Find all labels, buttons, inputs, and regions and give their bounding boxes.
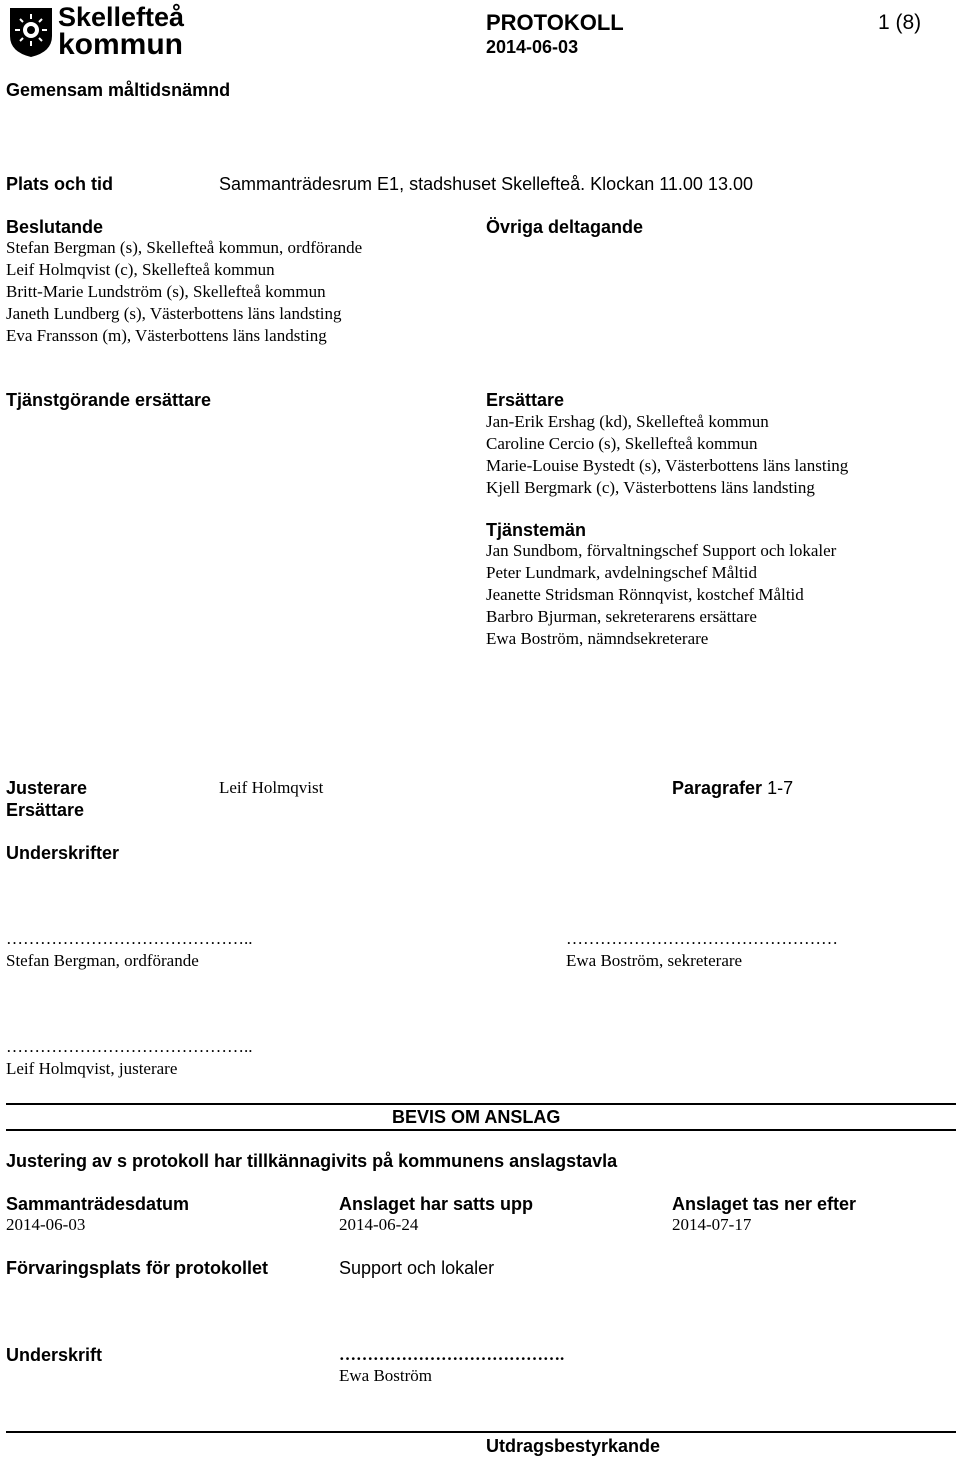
list-item: Barbro Bjurman, sekreterarens ersättare (486, 607, 757, 626)
list-item: Leif Holmqvist (c), Skellefteå kommun (6, 260, 275, 279)
signature-label: Underskrift (6, 1345, 103, 1365)
list-item: Ewa Boström, nämndsekreterare (486, 629, 709, 648)
list-item: Kjell Bergmark (c), Västerbottens läns landsting (486, 478, 815, 497)
list-item: Stefan Bergman (s), Skellefteå kommun, ordförande (6, 238, 363, 257)
paragraphs (672, 778, 793, 799)
posted-value: 2014-06-24 (339, 1215, 419, 1234)
coat-of-arms-icon (8, 6, 54, 58)
extract-certification: Utdragsbestyrkande (486, 1436, 661, 1456)
officials-heading: Tjänstemän (486, 520, 587, 540)
municipality-logo (8, 2, 194, 61)
document-type: PROTOKOLL (486, 10, 624, 35)
other-participants-heading: Övriga deltagande (486, 217, 644, 237)
list-item: Janeth Lundberg (s), Västerbottens läns landsting (6, 304, 342, 323)
signature-name-secretary: Ewa Boström, sekreterare (566, 951, 743, 970)
list-item: Britt-Marie Lundström (s), Skellefteå kommun (6, 282, 326, 301)
adjuster-value: Leif Holmqvist (219, 778, 324, 797)
adjuster-label: Justerare (6, 778, 88, 798)
notice-title: BEVIS OM ANSLAG (392, 1107, 561, 1127)
logo-text-line2: kommun (58, 28, 184, 61)
list-item: Jeanette Stridsman Rönnqvist, kostchef Måltid (486, 585, 804, 604)
storage-label: Förvaringsplats för protokollet (6, 1258, 269, 1278)
list-item: Eva Fransson (m), Västerbottens läns landsting (6, 326, 327, 345)
signature-name: Ewa Boström (339, 1366, 433, 1385)
serving-substitutes-heading: Tjänstgörande ersättare (6, 390, 212, 410)
place-value: Sammanträdesrum E1, stadshuset Skellefteå. Klockan 11.00 13.00 (219, 174, 753, 194)
decision-makers-list (6, 237, 362, 347)
storage-value: Support och lokaler (339, 1258, 495, 1278)
signature-line-secretary: ………………………………………… (566, 929, 838, 948)
decision-makers-heading: Beslutande (6, 217, 104, 237)
meeting-date-label: Sammanträdesdatum (6, 1194, 190, 1214)
divider-under-title (6, 1129, 956, 1131)
board-name: Gemensam måltidsnämnd (6, 80, 231, 100)
notice-statement: Justering av s protokoll har tillkännagivits på kommunens anslagstavla (6, 1151, 618, 1171)
divider-top (6, 1103, 956, 1105)
list-item: Jan Sundbom, förvaltningschef Support och lokaler (486, 541, 837, 560)
paragraphs-value: 1-7 (767, 778, 794, 798)
signature-name-chair: Stefan Bergman, ordförande (6, 951, 199, 970)
signature-name-adjuster: Leif Holmqvist, justerare (6, 1059, 178, 1078)
removed-value: 2014-07-17 (672, 1215, 752, 1234)
document-date: 2014-06-03 (486, 37, 579, 57)
list-item: Marie-Louise Bystedt (s), Västerbottens läns lansting (486, 456, 849, 475)
signature-line-chair: …………………………………….. (6, 929, 253, 948)
signature-line-adjuster: …………………………………….. (6, 1037, 253, 1056)
removed-label: Anslaget tas ner efter (672, 1194, 857, 1214)
page-number: 1 (8) (878, 11, 922, 34)
list-item: Peter Lundmark, avdelningschef Måltid (486, 563, 757, 582)
signature-line: …………………………………. (339, 1345, 565, 1364)
signatures-heading: Underskrifter (6, 843, 120, 863)
meeting-date-value: 2014-06-03 (6, 1215, 86, 1234)
substitutes-heading: Ersättare (486, 390, 565, 410)
list-item: Jan-Erik Ershag (kd), Skellefteå kommun (486, 412, 769, 431)
adjuster-substitute-label: Ersättare (6, 800, 85, 820)
posted-label: Anslaget har satts upp (339, 1194, 534, 1214)
officials-list (486, 540, 836, 650)
substitutes-list (486, 411, 848, 499)
divider-bottom (6, 1431, 956, 1433)
place-label: Plats och tid (6, 174, 114, 194)
list-item: Caroline Cercio (s), Skellefteå kommun (486, 434, 758, 453)
paragraphs-label: Paragrafer (672, 778, 763, 798)
logo-text-line1: Skellefteå (58, 2, 185, 32)
